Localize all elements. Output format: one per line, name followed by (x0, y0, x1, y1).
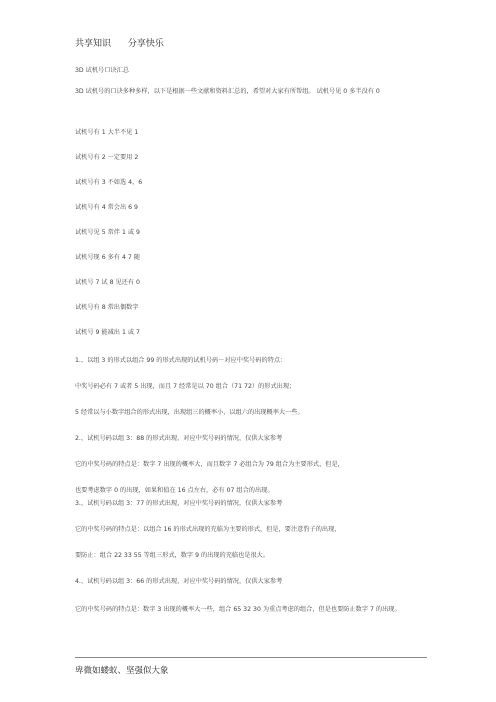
section-2-line-1: 它的中奖号码的特点是：数字 7 出现的概率大，而且数字 7 必组合为 79 组合为主要形式，但是， (75, 461, 344, 468)
rule-line-1: 试机号有 1 大半不见 1 (75, 129, 139, 136)
page-footer: 卑微如蝼蚁、坚强似大象 (75, 666, 169, 676)
section-3-line-1: 它的中奖号码的特点是：以组合 16 的形式出现的充临为主要的形式，但是，要注意豹子的出现， (75, 526, 341, 533)
rule-line-8: 试机号有 8 常出偶数字 (75, 304, 139, 311)
section-1-heading: 1.、以组 3 的形式以组合 99 的形式出现的试机号码－对应中奖号码的特点： (75, 357, 287, 364)
section-1-line-1: 中奖号码必有 7 或者 5 出现，而且 7 经常是以 70 组合（71 72）的形式出现； (75, 383, 296, 390)
document-title: 3D 试机号口诀汇总 (75, 67, 129, 74)
header-left-text: 共享知识 (75, 39, 112, 49)
rule-line-5: 试机号见 5 常伴 1 或 9 (75, 229, 140, 236)
footer-divider (75, 657, 427, 658)
rule-line-3: 试机号有 3 不如选 4，6 (75, 179, 143, 186)
rule-line-2: 试机号有 2 一定要用 2 (75, 154, 139, 161)
section-2-heading: 2.、试机号码以组 3：88 的形式出现，对应中奖号码的情况，仅供大家参考 (75, 435, 283, 442)
intro-paragraph: 3D 试机号的口诀多种多样，以下是根据一些文献和资料汇总的，希望对大家有所帮组。 试机号见 0 多半没有 0 (75, 88, 380, 95)
page-header (75, 36, 178, 49)
rule-line-9: 试机号 9 能减出 1 或 7 (75, 329, 140, 336)
section-4-heading: 4.、试机号码以组 3：66 的形式出现，对应中奖号码的情况，仅供大家参考 (75, 578, 283, 585)
section-4-line-1: 它的中奖号码的特点是：数字 3 出现的概率大一些，组合 65 32 30 为重点考虑的组合，但是也要防止数字 7 的出现。 (75, 606, 401, 613)
rule-line-6: 试机号现 6 多有 4 7 随 (75, 254, 140, 261)
header-right-text: 分享快乐 (127, 39, 164, 49)
section-2-line-2: 也要考虑数字 0 的出现，如果和值在 16 点左右，必有 07 组合的出现。 (75, 487, 274, 494)
rule-line-7: 试机号 7 试 8 见还有 0 (75, 279, 140, 286)
rule-line-4: 试机号有 4 常会出 6 9 (75, 204, 138, 211)
section-3-line-2: 要防止：组合 22 33 55 等组三形式，数字 9 的出现的充临也是很大。 (75, 552, 270, 559)
section-1-line-2: 5 经常以与小数字组合的形式出现，出现组三的概率小，以组六的出现概率大一些。 (75, 409, 304, 416)
section-3-heading: 3.、试机号码以组 3：77 的形式出现，对应中奖号码的情况，仅供大家参考 (75, 500, 283, 507)
